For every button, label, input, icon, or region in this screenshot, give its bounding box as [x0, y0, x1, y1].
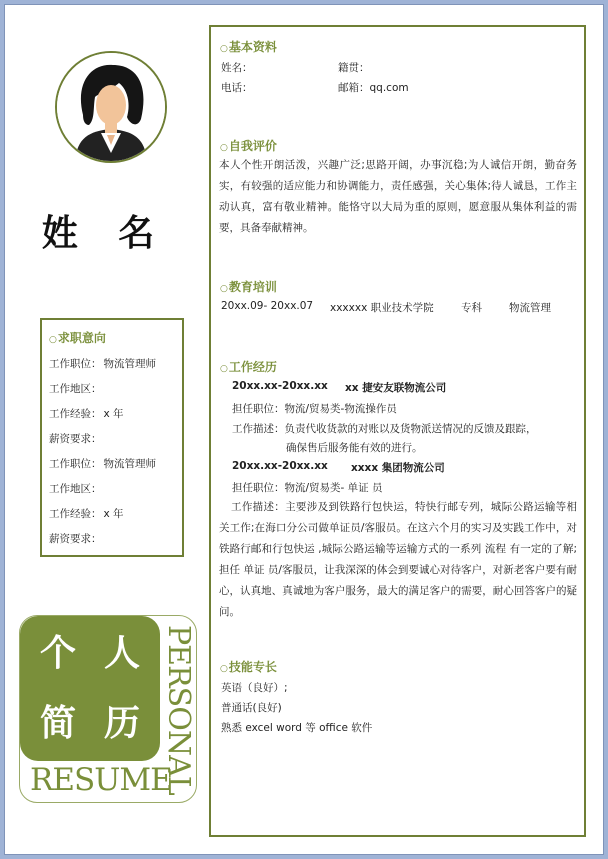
badge-block	[20, 616, 160, 761]
skill-item: 英语（良好）;	[221, 682, 288, 694]
intent-line	[49, 452, 182, 477]
work-title-text: 工作经历	[228, 360, 277, 374]
education-title	[220, 278, 277, 295]
intent-label: 工作地区：	[49, 383, 102, 395]
education-period: 20xx.09- 20xx.07	[221, 300, 314, 312]
avatar-illustration	[57, 53, 165, 161]
badge-char: 历	[104, 703, 141, 744]
intent-line	[49, 502, 182, 527]
skill-item: 熟悉 excel word 等 office 软件	[221, 722, 373, 734]
self-eval-title-text: 自我评价	[228, 139, 277, 153]
job1-desc-line1: 工作描述：负责代收货款的对账以及货物派送情况的反馈及跟踪，	[232, 423, 537, 435]
badge-char: 个	[40, 633, 77, 674]
intent-label: 薪资要求：	[49, 533, 102, 545]
job2-period: 20xx.xx-20xx.xx	[232, 460, 328, 472]
origin-label: 籍贯：	[338, 62, 370, 74]
job1-role: 担任职位：物流/贸易类-物流操作员	[232, 403, 397, 415]
work-title	[220, 358, 277, 375]
email-value: qq.com	[369, 82, 409, 94]
job-intent-title-text: 求职意向	[57, 331, 106, 345]
intent-line	[49, 427, 182, 452]
bullet-icon: ○	[220, 284, 228, 294]
skills-title-text: 技能专长	[228, 660, 277, 674]
job2-role: 担任职位：物流/贸易类- 单证 员	[232, 482, 383, 494]
badge-personal-text: PERSONAL	[161, 625, 196, 795]
intent-label: 薪资要求：	[49, 433, 102, 445]
email-label: 邮箱：	[338, 82, 370, 94]
intent-value: 物流管理师	[103, 358, 156, 370]
badge-char: 人	[104, 633, 141, 674]
education-major: 物流管理	[509, 302, 551, 314]
education-school: xxxxxx 职业技术学院	[330, 302, 434, 314]
intent-label: 工作经验：	[49, 408, 102, 420]
intent-line	[49, 527, 182, 552]
intent-line	[49, 402, 182, 427]
avatar	[55, 51, 167, 163]
job1-company: xx 捷安友联物流公司	[345, 382, 447, 394]
intent-line	[49, 377, 182, 402]
intent-label: 工作职位：	[49, 458, 102, 470]
bullet-icon: ○	[220, 44, 228, 54]
intent-label: 工作职位：	[49, 358, 102, 370]
email-row	[338, 80, 409, 95]
basic-info-title	[220, 38, 277, 55]
name-heading: 姓 名	[41, 213, 169, 254]
badge-resume-text: RESUME	[30, 762, 172, 798]
job2-company: xxxx 集团物流公司	[351, 462, 445, 474]
job1-desc-line2: 确保售后服务能有效的进行。	[286, 442, 423, 454]
education-level: 专科	[461, 302, 482, 314]
basic-info-title-text: 基本资料	[228, 40, 277, 54]
self-eval-text: 本人个性开朗活泼，兴趣广泛;思路开阔，办事沉稳;为人诚信开朗，勤奋务实，有较强的适应能力和协调能力，责任感强，关心集体;待人诚恳，工作主动认真，富有敬业精神。能恪守以大局为重的原则，愿意服从集体利益的需要，具备奉献精神。	[219, 159, 577, 234]
bullet-icon: ○	[49, 335, 57, 345]
bullet-icon: ○	[220, 364, 228, 374]
bullet-icon: ○	[220, 143, 228, 153]
intent-line	[49, 477, 182, 502]
job2-desc: 工作描述：主要涉及到铁路行包快运，特快行邮专列，城际公路运输等相关工作;在海口分公司做单证员/客服员。在这六个月的实习及实践工作中，对铁路行邮和行包快运 ,城际公路运输等运输方式的一系列 流程 有一定的了解;担任 单证 员/客服员，让我深深的体会到要诚心对待客户，对新老客户要有耐心，认真地、真诚地为客户服务，最大的满足客户的需要，耐心回答客户的疑问。	[219, 501, 577, 618]
intent-value: x 年	[103, 408, 124, 420]
job-intent-box	[40, 318, 184, 557]
intent-value: 物流管理师	[103, 458, 156, 470]
self-eval-title	[220, 137, 277, 154]
skills-title	[220, 658, 277, 675]
intent-line	[49, 352, 182, 377]
job-intent-title	[49, 329, 182, 346]
badge-char: 简	[40, 703, 77, 744]
intent-label: 工作地区：	[49, 483, 102, 495]
education-title-text: 教育培训	[228, 280, 277, 294]
skill-item: 普通话(良好)	[221, 702, 282, 714]
intent-label: 工作经验：	[49, 508, 102, 520]
phone-label: 电话：	[221, 82, 253, 94]
personal-resume-badge	[19, 615, 197, 803]
name-label: 姓名：	[221, 62, 253, 74]
intent-value: x 年	[103, 508, 124, 520]
bullet-icon: ○	[220, 664, 228, 674]
job1-period: 20xx.xx-20xx.xx	[232, 380, 328, 392]
